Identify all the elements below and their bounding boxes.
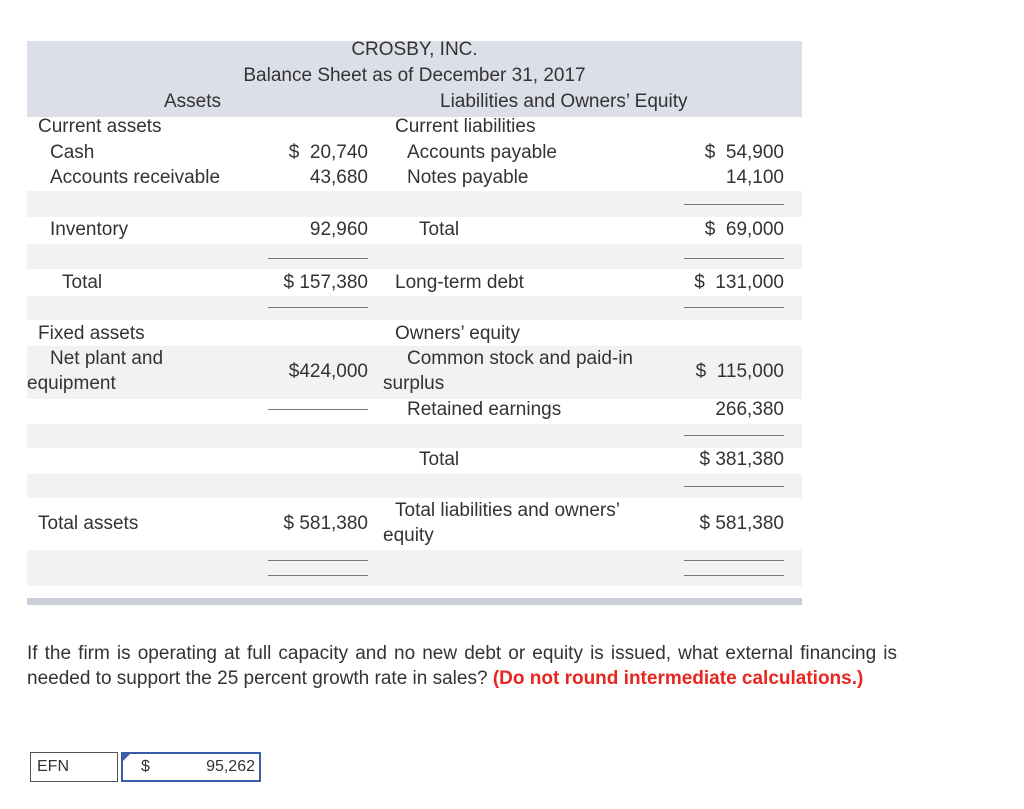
current-assets-heading: Current assets: [38, 116, 162, 137]
common-stock-value: $ 115,000: [695, 361, 784, 382]
efn-label: EFN: [30, 752, 118, 782]
statement-title: Balance Sheet as of December 31, 2017: [243, 65, 586, 86]
cash-value: $ 20,740: [288, 142, 368, 163]
row-band: [27, 424, 802, 448]
cash-label: Cash: [50, 142, 95, 163]
accounts-payable-value: $ 54,900: [704, 142, 784, 163]
total-assets-value: $ 581,380: [283, 513, 368, 534]
company-name: CROSBY, INC.: [351, 39, 478, 60]
net-plant-label: Net plant and: [50, 348, 164, 369]
row-band: [27, 244, 802, 269]
net-plant-value: $424,000: [288, 361, 368, 382]
question-text: [27, 641, 897, 691]
underline: [684, 307, 784, 308]
underline: [684, 486, 784, 487]
total-owners-equity-value: $ 381,380: [699, 449, 784, 470]
table-bottom-bar: [27, 598, 802, 605]
efn-answer-value[interactable]: 95,262: [206, 758, 255, 775]
flag-icon: [122, 753, 131, 762]
total-current-assets-label: Total: [62, 272, 103, 293]
total-liabilities-equity-label-cont: equity: [383, 525, 434, 546]
currency-symbol: $: [141, 758, 150, 775]
inventory-label: Inventory: [50, 219, 129, 240]
total-current-liabilities-value: $ 69,000: [704, 219, 784, 240]
underline: [268, 258, 368, 259]
total-assets-label: Total assets: [38, 513, 139, 534]
assets-heading: Assets: [164, 91, 222, 112]
double-underline: [684, 575, 784, 576]
accounts-receivable-value: 43,680: [309, 167, 368, 188]
liabilities-heading: Liabilities and Owners’ Equity: [440, 91, 688, 112]
net-plant-label-cont: equipment: [27, 373, 116, 394]
notes-payable-value: 14,100: [725, 167, 784, 188]
retained-earnings-label: Retained earnings: [407, 399, 562, 420]
double-underline: [268, 575, 368, 576]
underline: [268, 307, 368, 308]
total-liabilities-equity-value: $ 581,380: [699, 513, 784, 534]
row-band: [27, 296, 802, 320]
current-liabilities-heading: Current liabilities: [395, 116, 536, 137]
double-underline: [684, 560, 784, 561]
total-current-liabilities-label: Total: [419, 219, 460, 240]
underline: [684, 435, 784, 436]
long-term-debt-value: $ 131,000: [694, 272, 784, 293]
accounts-payable-label: Accounts payable: [407, 142, 557, 163]
double-underline: [268, 560, 368, 561]
underline: [684, 204, 784, 205]
common-stock-label: Common stock and paid-in: [407, 348, 633, 369]
inventory-value: 92,960: [309, 219, 368, 240]
underline: [268, 409, 368, 410]
long-term-debt-label: Long-term debt: [395, 272, 524, 293]
row-band: [27, 550, 802, 586]
efn-answer-field[interactable]: [121, 752, 261, 782]
total-current-assets-value: $ 157,380: [283, 272, 368, 293]
accounts-receivable-label: Accounts receivable: [50, 167, 221, 188]
fixed-assets-heading: Fixed assets: [38, 323, 145, 344]
question-instruction: (Do not round intermediate calculations.): [492, 668, 864, 689]
retained-earnings-value: 266,380: [715, 399, 784, 420]
common-stock-label-cont: surplus: [383, 373, 445, 394]
owners-equity-heading: Owners’ equity: [395, 323, 520, 344]
total-liabilities-equity-label: Total liabilities and owners’: [395, 500, 620, 521]
question-body: If the firm is operating at full capacity and no new debt or equity is issued, what external financing is needed to support the 25 percent growth rate in sales?: [27, 643, 897, 689]
notes-payable-label: Notes payable: [407, 167, 529, 188]
underline: [684, 258, 784, 259]
total-owners-equity-label: Total: [419, 449, 460, 470]
